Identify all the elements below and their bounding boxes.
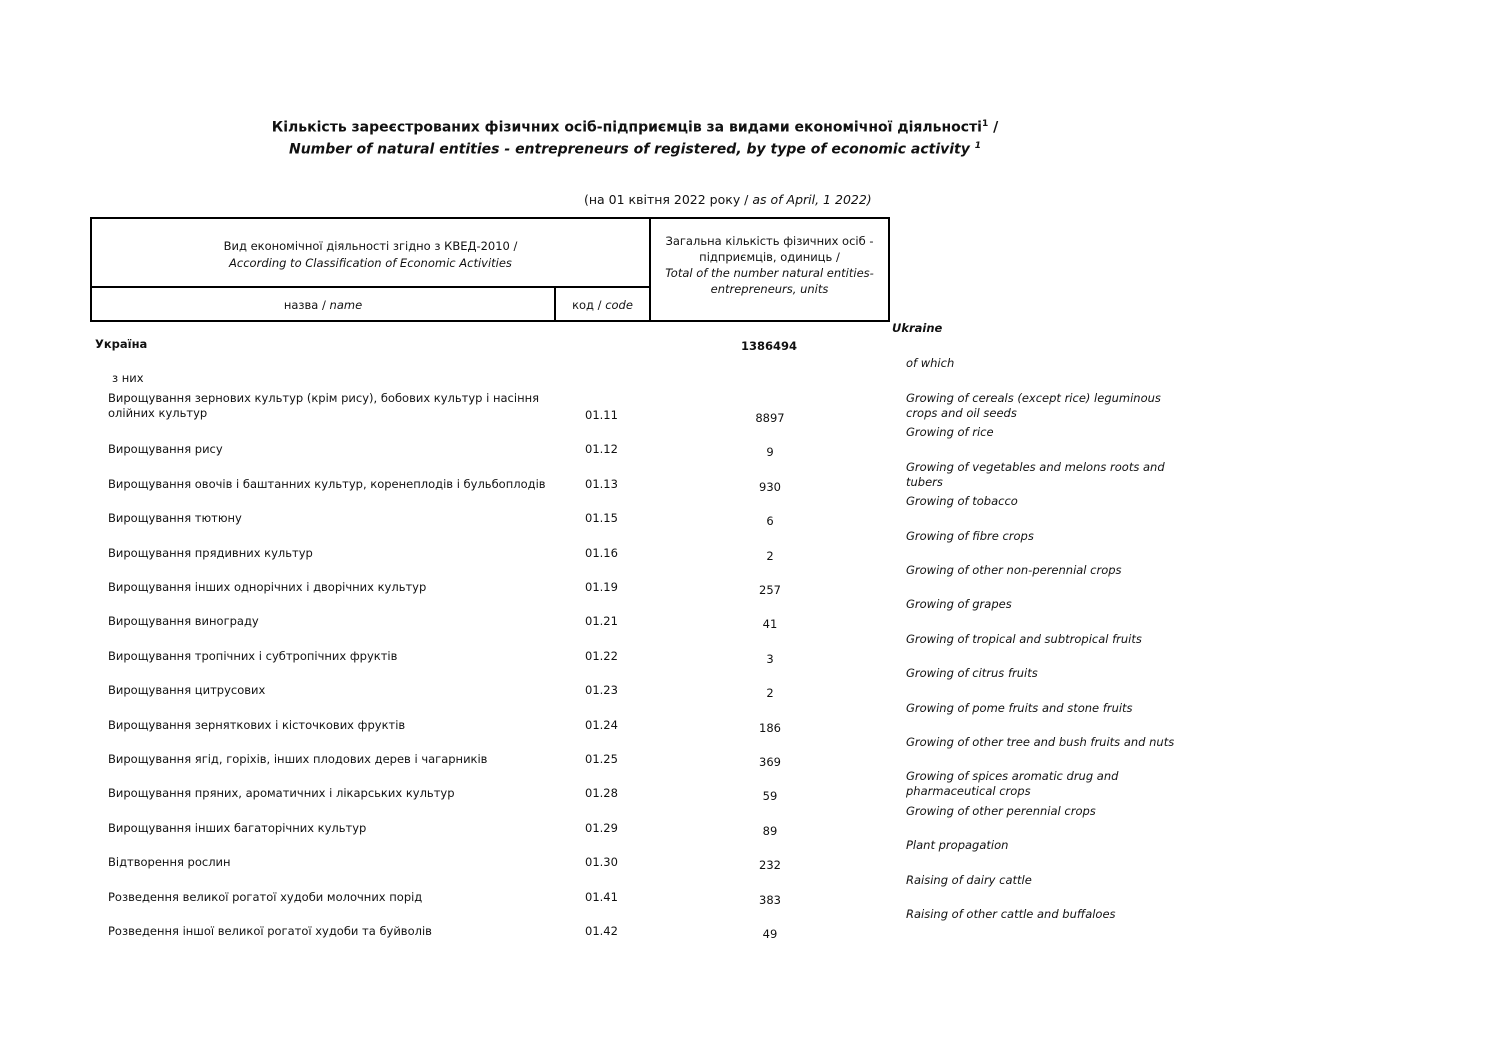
activity-code: 01.29 [585, 820, 618, 835]
activity-code: 01.25 [585, 752, 618, 766]
activity-count: 6 [766, 514, 774, 529]
activity-code: 01.23 [585, 683, 618, 698]
table-row [0, 391, 1497, 439]
of-which-label-english: of which [906, 356, 955, 370]
activity-code: 01.30 [585, 855, 618, 870]
of-which-label: з них [112, 371, 144, 385]
activity-name-english: Growing of cereals (except rice) leguminous crops and oil seeds [906, 391, 1161, 420]
activity-code: 01.28 [585, 786, 618, 801]
title-english: Number of natural entities - entrepreneurs of registered, by type of economic activity $^1$ [288, 141, 982, 158]
activity-count: 9 [766, 445, 774, 460]
activity-count: 383 [759, 892, 781, 907]
table-row [0, 907, 1497, 955]
activity-count: 2 [766, 686, 774, 701]
table-row [0, 631, 1497, 680]
activity-code: 01.15 [585, 511, 618, 526]
activity-count: 232 [759, 858, 781, 873]
ukraine-label: Україна [95, 337, 148, 351]
activity-name-english: Growing of other tree and bush fruits and nuts [906, 735, 1175, 749]
activity-count: 257 [759, 583, 781, 597]
activity-name: Вирощування ягід, горіхів, інших плодових дерев і чагарників [108, 752, 488, 766]
activity-code: 01.22 [585, 648, 618, 663]
activity-code: 01.16 [585, 545, 618, 560]
activity-name-english: Growing of grapes [906, 597, 1012, 612]
activity-code: 01.42 [585, 924, 618, 938]
ukraine-total: 1386494 [741, 339, 798, 353]
table-row [0, 425, 1497, 473]
activity-name: Вирощування овочів і баштанних культур, коренеплодів і бульбоплодів [108, 476, 546, 491]
activity-name-english: Growing of fibre crops [906, 528, 1034, 543]
activity-name: Вирощування прядивних культур [108, 545, 313, 560]
activity-count: 930 [759, 479, 781, 494]
table-row [0, 597, 1497, 645]
activity-name-english: Growing of tobacco [906, 494, 1018, 509]
table-row [0, 666, 1497, 714]
activity-count: 369 [759, 755, 781, 769]
activity-name: Вирощування пряних, ароматичних і лікарських культур [108, 786, 455, 801]
table-row [0, 872, 1497, 921]
table-row [0, 838, 1497, 886]
footnote-mark: 1 [974, 141, 982, 151]
activity-code: 01.41 [585, 889, 618, 904]
activity-count: 2 [766, 548, 774, 563]
activity-count: 186 [759, 720, 781, 735]
table-row [0, 528, 1497, 577]
activity-name: Вирощування зернових культур (крім рису), бобових культур і насіння олійних культур [108, 391, 540, 420]
activity-name: Вирощування інших однорічних і дворічних культур [108, 580, 427, 594]
activity-name: Вирощування цитрусових [108, 683, 266, 698]
activity-code: 01.13 [585, 476, 618, 491]
activity-name: Вирощування інших багаторічних культур [108, 820, 367, 835]
table-row [0, 563, 1497, 611]
activity-name-english: Growing of vegetables and melons roots and tubers [906, 459, 1165, 489]
activity-code: 01.12 [585, 442, 618, 457]
activity-name: Вирощування винограду [108, 614, 259, 629]
activity-name: Вирощування рису [108, 442, 223, 457]
header-total: Загальна кількість фізичних осіб - підприємців, одиниць / Total of the number natural entities- entrepreneurs, units [649, 217, 890, 322]
activity-name: Відтворення рослин [108, 855, 231, 870]
activity-name-english: Growing of rice [906, 425, 994, 440]
activity-count: 41 [762, 617, 778, 632]
activity-name: Вирощування тютюну [108, 511, 242, 526]
activity-name: Вирощування тропічних і субтропічних фруктів [108, 648, 398, 663]
header-code: код / code [554, 286, 651, 322]
activity-name-english: Raising of other cattle and buffaloes [906, 907, 1116, 921]
title-ukrainian: Кількість зареєстрованих фізичних осіб-підприємців за видами економічної діяльності$^1$ / [271, 119, 999, 136]
table-row [0, 459, 1497, 508]
activity-count: 3 [766, 651, 774, 666]
activity-name-english: Growing of tropical and subtropical fruits [906, 631, 1142, 646]
activity-code: 01.19 [585, 580, 618, 594]
table-row [0, 735, 1497, 783]
table-row [0, 494, 1497, 542]
table-row [0, 803, 1497, 852]
activity-name-english: Growing of pome fruits and stone fruits [906, 700, 1133, 715]
ukraine-label-english: Ukraine [892, 321, 943, 335]
activity-name-english: Growing of other non-perennial crops [906, 563, 1122, 577]
activity-name: Вирощування зерняткових і кісточкових фруктів [108, 717, 406, 732]
activity-name: Розведення іншої великої рогатої худоби та буйволів [108, 924, 432, 938]
activity-name-english: Growing of other perennial crops [906, 803, 1096, 818]
activity-code: 01.11 [585, 408, 618, 422]
activity-count: 49 [762, 927, 778, 941]
header-name: назва / name [90, 286, 556, 322]
activity-name-english: Growing of spices aromatic drug and pharmaceutical crops [906, 769, 1119, 799]
activity-count: 8897 [755, 411, 785, 425]
activity-code: 01.21 [585, 614, 618, 629]
activity-name-english: Plant propagation [906, 838, 1009, 853]
report-date: (на 01 квітня 2022 року / as of April, 1 2022) [584, 192, 872, 207]
activity-name-english: Raising of dairy cattle [906, 872, 1032, 887]
header-activity: Вид економічної діяльності згідно з КВЕД-2010 / According to Classification of Economic Activities [90, 217, 651, 288]
table-row [0, 700, 1497, 749]
activity-name-english: Growing of citrus fruits [906, 666, 1038, 681]
table-row [0, 769, 1497, 817]
activity-name: Розведення великої рогатої худоби молочних порід [108, 889, 423, 904]
footnote-mark: 1 [981, 119, 989, 129]
activity-count: 89 [762, 823, 778, 838]
activity-code: 01.24 [585, 717, 618, 732]
activity-count: 59 [762, 789, 778, 804]
